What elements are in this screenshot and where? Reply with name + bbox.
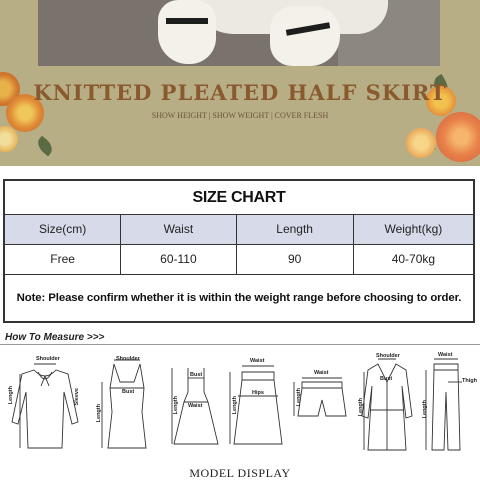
label-waist: Waist xyxy=(314,370,329,376)
label-waist: Waist xyxy=(438,352,453,358)
label-shoulder: Shoulder xyxy=(36,356,60,362)
divider xyxy=(0,344,480,345)
size-chart-table xyxy=(3,179,475,323)
cell-weight: 40-70kg xyxy=(391,252,436,266)
cell-size: Free xyxy=(5,245,121,274)
product-photo xyxy=(38,0,440,66)
how-to-measure-heading: How To Measure >>> xyxy=(5,332,105,343)
table-row xyxy=(5,245,473,275)
header-weight: Weight(kg) xyxy=(384,222,443,236)
header-size: Size(cm) xyxy=(5,215,121,244)
label-length: Length xyxy=(96,404,102,423)
skirt-measure-diagram xyxy=(228,352,288,456)
label-length: Length xyxy=(296,388,302,407)
label-bust: Bust xyxy=(380,376,393,382)
cell-length: 90 xyxy=(237,245,354,274)
coat-measure-diagram xyxy=(358,352,416,456)
table-header-row xyxy=(5,215,473,245)
label-length: Length xyxy=(173,396,179,415)
product-banner xyxy=(0,0,480,166)
top-measure-diagram xyxy=(96,352,158,456)
dress-measure-diagram xyxy=(170,352,222,456)
label-bust: Bust xyxy=(122,389,135,395)
cell-waist: 60-110 xyxy=(121,245,236,274)
size-chart-note: Note: Please confirm whether it is within the weight range before choosing to order. xyxy=(16,292,462,304)
blouse-measure-diagram xyxy=(8,352,82,456)
label-length: Length xyxy=(358,398,364,417)
header-waist: Waist xyxy=(121,215,236,244)
label-hips: Hips xyxy=(252,390,264,396)
product-title: KNITTED PLEATED HALF SKIRT xyxy=(33,80,447,105)
pants-measure-diagram xyxy=(420,352,478,456)
product-subtitle: SHOW HEIGHT | SHOW WEIGHT | COVER FLESH xyxy=(151,111,329,120)
label-waist: Waist xyxy=(188,403,203,409)
label-length: Length xyxy=(232,396,238,415)
label-sleeve: Sleeve xyxy=(74,388,80,406)
shorts-measure-diagram xyxy=(292,352,352,456)
label-waist: Waist xyxy=(250,358,265,364)
size-chart-title: SIZE CHART xyxy=(5,181,473,215)
label-length: Length xyxy=(422,400,428,419)
header-length: Length xyxy=(237,215,354,244)
label-length: Length xyxy=(8,386,14,405)
label-bust: Bust xyxy=(190,372,203,378)
label-shoulder: Shoulder xyxy=(116,356,140,362)
label-shoulder: Shoulder xyxy=(376,353,400,359)
model-display-heading: MODEL DISPLAY xyxy=(189,466,291,480)
label-thigh: Thigh xyxy=(462,378,477,384)
